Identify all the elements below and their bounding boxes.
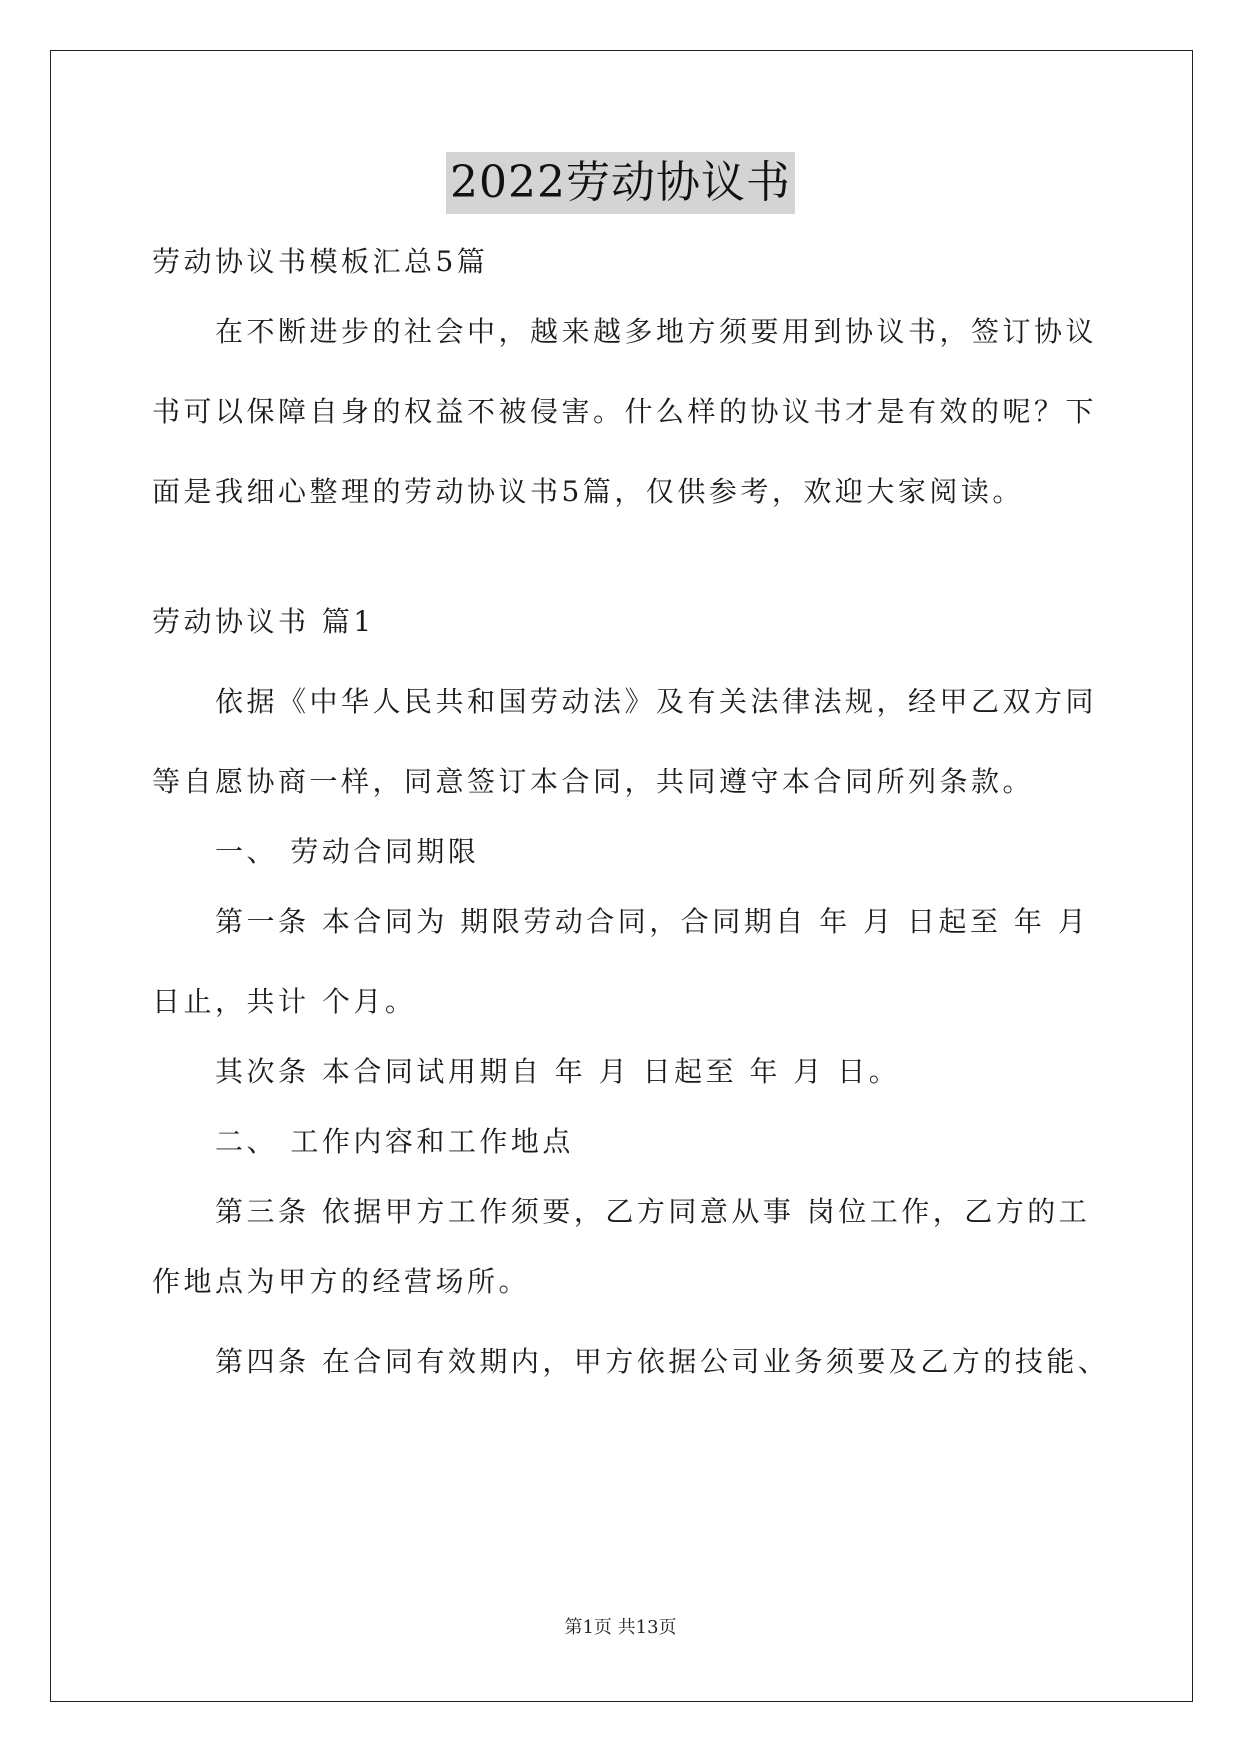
page-footer: 第1页 共13页 [564,1617,677,1638]
paragraph-line: 第一条 本合同为 期限劳动合同，合同期自 年 月 日起至 年 月 [215,905,1090,938]
document-title: 2022劳动协议书 [446,152,795,214]
section-heading: 劳动协议书 篇1 [152,605,375,638]
paragraph-line: 第三条 依据甲方工作须要，乙方同意从事 岗位工作，乙方的工 [215,1195,1091,1228]
paragraph-line: 在不断进步的社会中，越来越多地方须要用到协议书，签订协议 [215,315,1098,348]
paragraph-line: 书可以保障自身的权益不被侵害。什么样的协议书才是有效的呢？下 [152,395,1098,428]
paragraph-line: 依据《中华人民共和国劳动法》及有关法律法规，经甲乙双方同 [215,685,1098,718]
paragraph-line: 第四条 在合同有效期内，甲方依据公司业务须要及乙方的技能、 [215,1345,1110,1378]
paragraph-line: 等自愿协商一样，同意签订本合同，共同遵守本合同所列条款。 [152,765,1035,798]
clause-heading: 一、 劳动合同期限 [215,835,480,868]
title-wrapper [0,152,1241,214]
clause-heading: 二、 工作内容和工作地点 [215,1125,574,1158]
paragraph-line: 日止，共计 个月。 [152,985,417,1018]
subtitle-line: 劳动协议书模板汇总5篇 [152,245,489,278]
paragraph-line: 其次条 本合同试用期自 年 月 日起至 年 月 日。 [215,1055,901,1088]
page-border [50,50,1193,1702]
paragraph-line: 面是我细心整理的劳动协议书5篇，仅供参考，欢迎大家阅读。 [152,475,1024,508]
paragraph-line: 作地点为甲方的经营场所。 [152,1265,531,1298]
